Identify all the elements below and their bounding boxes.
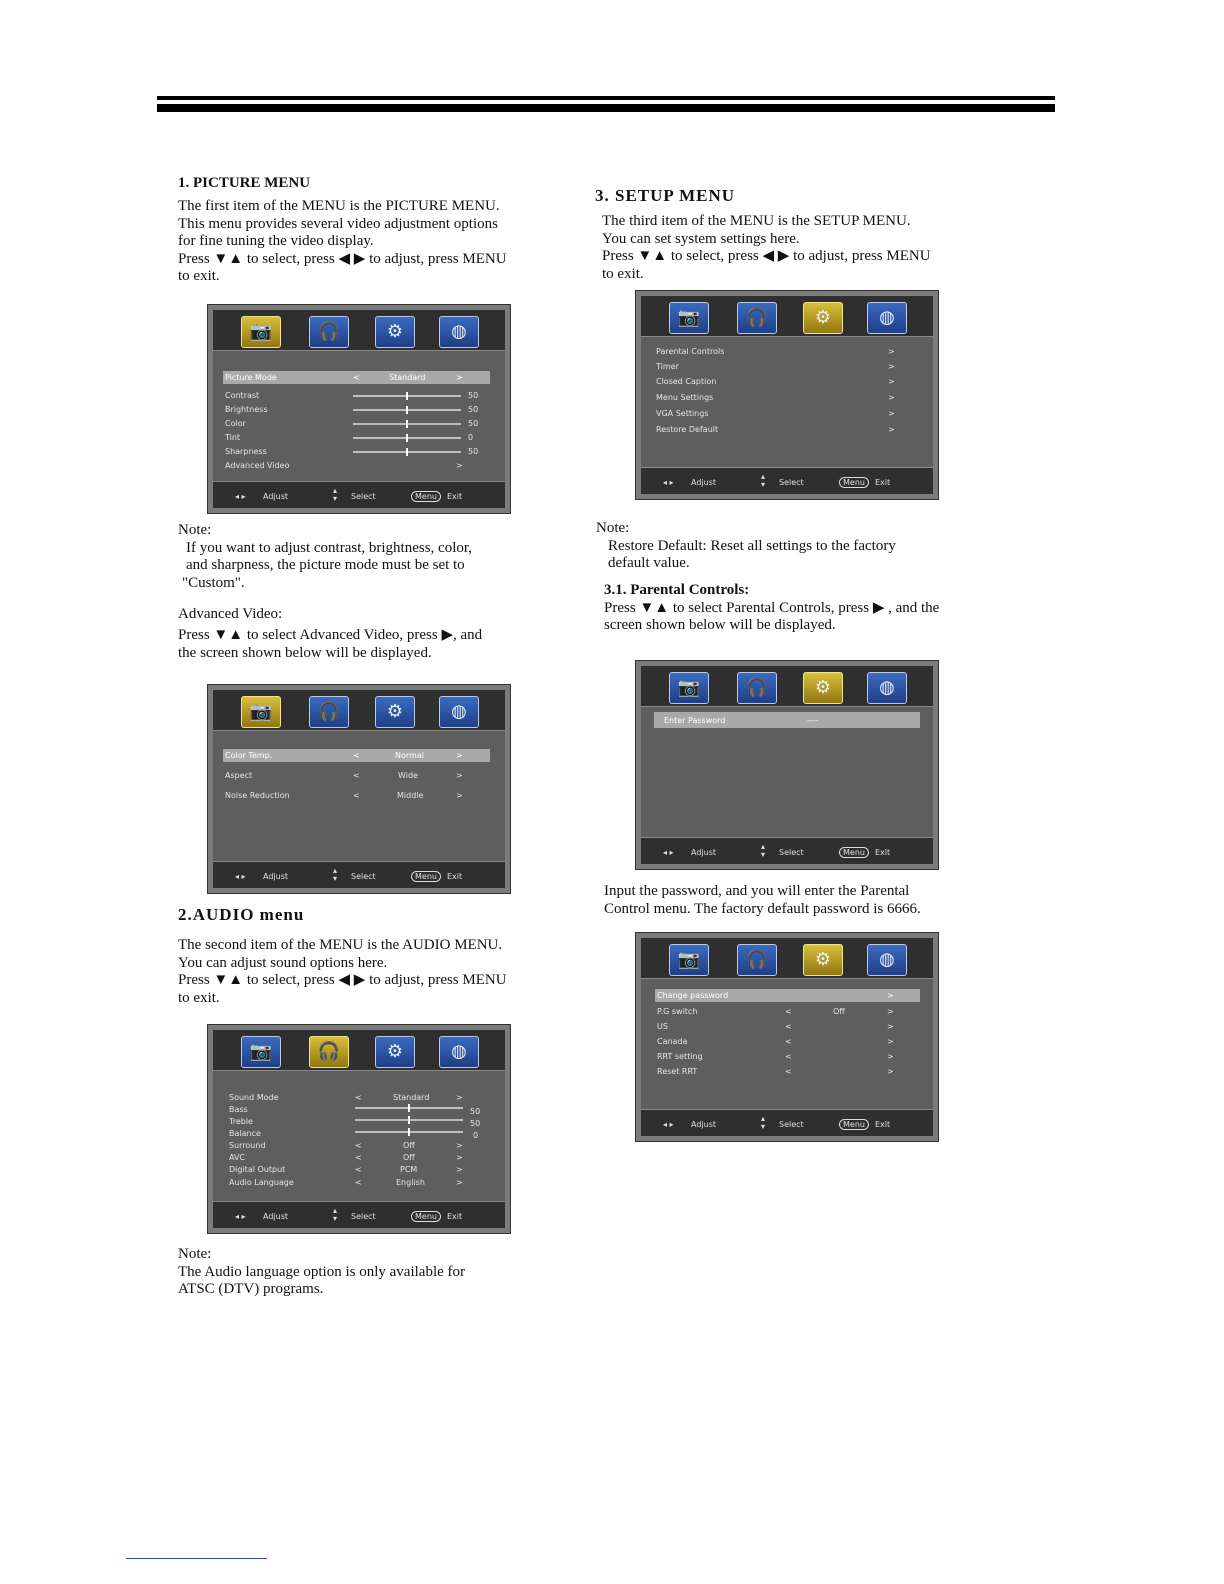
osd-row-vga-settings[interactable]: VGA Settings > [656, 409, 895, 418]
osd-row-tint[interactable]: Tint 0 [225, 433, 474, 442]
note-title: Note: [178, 1246, 212, 1262]
channel-globe-icon[interactable]: ◍ [867, 944, 907, 976]
audio-headphones-icon[interactable]: 🎧 [309, 696, 349, 728]
note-line: Restore Default: Reset all settings to the factory [608, 537, 896, 554]
osd-row-treble[interactable]: Treble 50 [229, 1117, 481, 1128]
picture-intro-line: This menu provides several video adjustment options [178, 215, 498, 232]
audio-headphones-icon[interactable]: 🎧 [737, 302, 777, 334]
osd-footer: ◂ ▸ Adjust ▴ ▾ Select Menu Exit [235, 866, 463, 883]
color-slider[interactable] [353, 423, 461, 425]
osd-footer: ◂ ▸ Adjust ▴ ▾ Select Menu Exit [663, 472, 891, 489]
footer-link-underline [126, 1558, 267, 1559]
setup-gear-icon[interactable]: ⚙ [375, 316, 415, 348]
brightness-slider[interactable] [353, 409, 461, 411]
osd-row-canada[interactable]: Canada < > [657, 1037, 894, 1046]
bass-slider[interactable] [355, 1107, 463, 1109]
menu-button-icon: Menu [411, 1211, 441, 1222]
osd-row-restore-default[interactable]: Restore Default > [656, 425, 895, 434]
audio-headphones-icon[interactable]: 🎧 [309, 1036, 349, 1068]
picture-intro-line: to exit. [178, 268, 220, 284]
setup-gear-icon[interactable]: ⚙ [375, 696, 415, 728]
osd-row-us[interactable]: US < > [657, 1022, 894, 1031]
picture-note [178, 522, 538, 592]
treble-slider[interactable] [355, 1119, 463, 1121]
audio-intro-line: The second item of the MENU is the AUDIO MENU. [178, 937, 503, 953]
osd-row-sound-mode[interactable]: Sound Mode < Standard > [229, 1093, 463, 1102]
channel-globe-icon[interactable]: ◍ [439, 316, 479, 348]
osd-row-timer[interactable]: Timer > [656, 362, 895, 371]
setup-menu-intro [602, 213, 982, 283]
osd-footer: ◂ ▸ Adjust ▴ ▾ Select Menu Exit [235, 486, 463, 503]
osd-row-bass[interactable]: Bass 50 [229, 1105, 481, 1116]
osd-row-picture-mode[interactable]: Picture Mode < Standard > [223, 371, 490, 384]
audio-headphones-icon[interactable]: 🎧 [737, 672, 777, 704]
note-line: and sharpness, the picture mode must be set to [186, 557, 465, 573]
setup-intro-line: The third item of the MENU is the SETUP MENU. [602, 213, 911, 229]
parental-controls-heading: 3.1. Parental Controls: [604, 582, 750, 598]
osd-footer: ◂ ▸ Adjust ▴ ▾ Select Menu Exit [235, 1206, 463, 1223]
audio-menu-intro [178, 937, 558, 1007]
osd-footer: ◂ ▸ Adjust ▴ ▾ Select Menu Exit [663, 1114, 891, 1131]
osd-parental-control [635, 932, 939, 1142]
picture-camera-icon[interactable]: 📷 [669, 302, 709, 334]
picture-menu-section [178, 175, 310, 193]
setup-menu-section [595, 187, 735, 205]
picture-menu-heading: 1. PICTURE MENU [178, 175, 311, 191]
osd-audio-menu [207, 1024, 511, 1234]
picture-camera-icon[interactable]: 📷 [241, 696, 281, 728]
osd-row-aspect[interactable]: Aspect < Wide > [225, 771, 463, 780]
osd-row-surround[interactable]: Surround < Off > [229, 1141, 463, 1150]
note-line: default value. [608, 555, 690, 571]
setup-gear-icon[interactable]: ⚙ [803, 944, 843, 976]
osd-menu-icons [669, 672, 913, 704]
advanced-video-desc [178, 627, 538, 662]
osd-row-parental-controls[interactable]: Parental Controls > [656, 347, 895, 356]
picture-camera-icon[interactable]: 📷 [241, 1036, 281, 1068]
picture-menu-intro [178, 198, 558, 286]
osd-menu-icons [241, 696, 485, 728]
osd-row-advanced-video[interactable]: Advanced Video > [225, 461, 463, 470]
osd-row-reset-rrt[interactable]: Reset RRT < > [657, 1067, 894, 1076]
parental-controls-section [604, 582, 984, 635]
picture-camera-icon[interactable]: 📷 [669, 944, 709, 976]
osd-row-digital-output[interactable]: Digital Output < PCM > [229, 1165, 463, 1174]
password-info-line: Control menu. The factory default password is 6666. [604, 900, 921, 917]
menu-button-icon: Menu [839, 477, 869, 488]
osd-row-balance[interactable]: Balance 0 [229, 1129, 479, 1140]
password-info-line: Input the password, and you will enter the Parental [604, 883, 910, 899]
osd-menu-icons [669, 944, 913, 976]
picture-camera-icon[interactable]: 📷 [241, 316, 281, 348]
menu-button-icon: Menu [411, 491, 441, 502]
audio-menu-heading: 2.AUDIO menu [178, 905, 305, 924]
setup-intro-line: Press ▼▲ to select, press ◀ ▶ to adjust, press MENU [602, 248, 931, 264]
note-line: If you want to adjust contrast, brightness, color, [186, 539, 473, 556]
note-line: "Custom". [182, 574, 245, 591]
advanced-video-section [178, 606, 538, 624]
password-field[interactable]: Enter Password ---- [654, 712, 920, 728]
tint-slider[interactable] [353, 437, 461, 439]
audio-intro-line: You can adjust sound options here. [178, 954, 388, 971]
osd-row-contrast[interactable]: Contrast 50 [225, 391, 479, 400]
advanced-video-title: Advanced Video: [178, 606, 283, 622]
note-line: The Audio language option is only available for [178, 1263, 466, 1280]
setup-gear-icon[interactable]: ⚙ [803, 672, 843, 704]
osd-enter-password [635, 660, 939, 870]
osd-row-pg-switch[interactable]: P.G switch < Off > [657, 1007, 894, 1016]
parental-line: Press ▼▲ to select Parental Controls, press ▶ , and the [604, 599, 940, 616]
audio-headphones-icon[interactable]: 🎧 [309, 316, 349, 348]
password-info [604, 883, 984, 918]
menu-button-icon: Menu [411, 871, 441, 882]
osd-setup-menu [635, 290, 939, 500]
audio-headphones-icon[interactable]: 🎧 [737, 944, 777, 976]
osd-picture-menu [207, 304, 511, 514]
advanced-video-line: the screen shown below will be displayed. [178, 644, 432, 661]
audio-note [178, 1246, 538, 1299]
setup-note [596, 520, 976, 573]
osd-row-change-password[interactable]: Change password > [655, 989, 920, 1002]
balance-slider[interactable] [355, 1131, 463, 1133]
parental-line: screen shown below will be displayed. [604, 617, 836, 633]
sharpness-slider[interactable] [353, 451, 461, 453]
channel-globe-icon[interactable]: ◍ [439, 696, 479, 728]
setup-intro-line: You can set system settings here. [602, 230, 800, 247]
audio-intro-line: to exit. [178, 989, 220, 1006]
note-title: Note: [178, 522, 212, 538]
osd-menu-icons [241, 1036, 485, 1068]
audio-intro-line: Press ▼▲ to select, press ◀ ▶ to adjust, press MENU [178, 972, 507, 988]
osd-row-menu-settings[interactable]: Menu Settings > [656, 393, 895, 402]
osd-row-noise-reduction[interactable]: Noise Reduction < Middle > [225, 791, 463, 800]
osd-row-audio-language[interactable]: Audio Language < English > [229, 1178, 463, 1187]
osd-menu-icons [241, 316, 485, 348]
picture-camera-icon[interactable]: 📷 [669, 672, 709, 704]
osd-row-brightness[interactable]: Brightness 50 [225, 405, 479, 414]
setup-intro-line: to exit. [602, 265, 644, 282]
note-line: ATSC (DTV) programs. [178, 1281, 324, 1297]
osd-footer: ◂ ▸ Adjust ▴ ▾ Select Menu Exit [663, 842, 891, 859]
osd-row-avc[interactable]: AVC < Off > [229, 1153, 463, 1162]
header-rule-thick [157, 104, 1055, 112]
picture-intro-line: The first item of the MENU is the PICTURE MENU. [178, 198, 500, 214]
header-rule-thin [157, 96, 1055, 100]
setup-gear-icon[interactable]: ⚙ [803, 302, 843, 334]
osd-row-color-temp[interactable]: Color Temp. < Normal > [223, 749, 490, 762]
note-title: Note: [596, 520, 630, 536]
setup-gear-icon[interactable]: ⚙ [375, 1036, 415, 1068]
menu-button-icon: Menu [839, 1119, 869, 1130]
picture-intro-line: Press ▼▲ to select, press ◀ ▶ to adjust, press MENU [178, 250, 507, 267]
osd-row-color[interactable]: Color 50 [225, 419, 479, 428]
audio-menu-section [178, 906, 304, 924]
channel-globe-icon[interactable]: ◍ [439, 1036, 479, 1068]
osd-advanced-video [207, 684, 511, 894]
contrast-slider[interactable] [353, 395, 461, 397]
osd-menu-icons [669, 302, 913, 334]
channel-globe-icon[interactable]: ◍ [867, 302, 907, 334]
menu-button-icon: Menu [839, 847, 869, 858]
advanced-video-line: Press ▼▲ to select Advanced Video, press ▶, and [178, 627, 483, 643]
osd-row-sharpness[interactable]: Sharpness 50 [225, 447, 479, 456]
setup-menu-heading: 3. SETUP MENU [595, 186, 736, 205]
osd-row-rrt-setting[interactable]: RRT setting < > [657, 1052, 894, 1061]
channel-globe-icon[interactable]: ◍ [867, 672, 907, 704]
picture-intro-line: for fine tuning the video display. [178, 233, 374, 249]
osd-row-closed-caption[interactable]: Closed Caption > [656, 377, 895, 386]
